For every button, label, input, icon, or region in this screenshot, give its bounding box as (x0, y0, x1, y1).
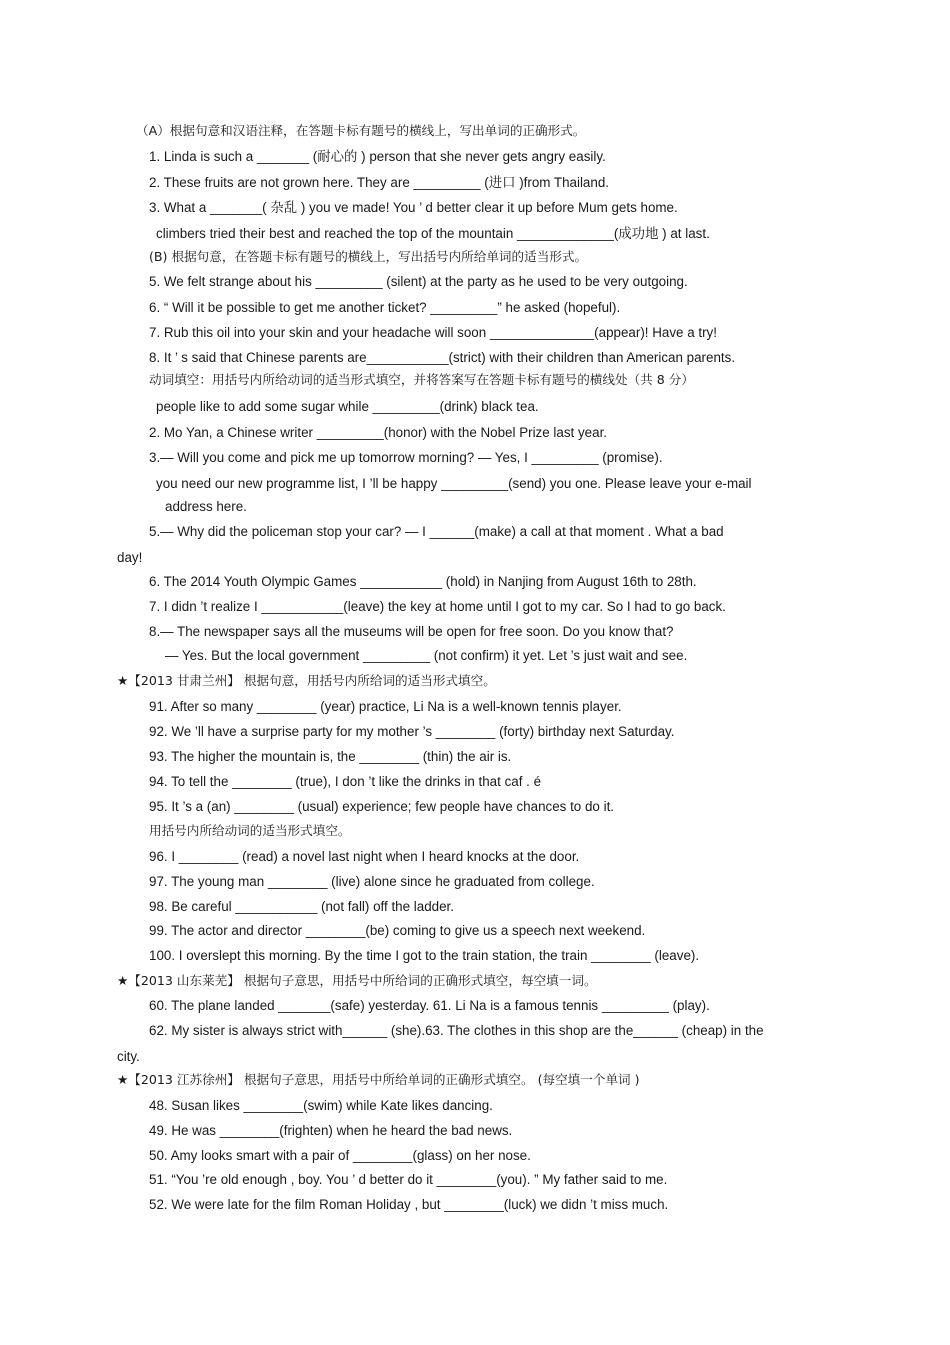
question-line: 6. “ Will it be possible to get me another ticket? _________” he asked (hopeful). (149, 300, 621, 315)
question-line: 95. It ’s a (an) ________ (usual) experience; few people have chances to do it. (149, 799, 615, 814)
question-line: 7. I didn ’t realize I ___________(leave) the key at home until I got to my car. So I had to go back. (149, 599, 726, 614)
xuzhou-2013-heading: ★【2013 江苏徐州】 根据句子意思，用括号中所给单词的正确形式填空。 (每空填一个单词 ) (117, 1072, 640, 1087)
question-line: 3. What a _______( 杂乱 ) you ve made! You ’ d better clear it up before Mum gets home. (149, 200, 678, 215)
question-line: 5. We felt strange about his _________ (silent) at the party as he used to be very outgoing. (149, 274, 688, 289)
question-line: you need our new programme list, I ’ll be happy _________(send) you one. Please leave your e-mail (156, 476, 752, 491)
question-line: 91. After so many ________ (year) practice, Li Na is a well-known tennis player. (149, 699, 622, 714)
question-line: 99. The actor and director ________(be) coming to give us a speech next weekend. (149, 923, 646, 938)
question-line-continued: city. (117, 1049, 140, 1064)
section-a-heading: （A）根据句意和汉语注释，在答题卡标有题号的横线上，写出单词的正确形式。 (136, 123, 586, 138)
question-line: 2. These fruits are not grown here. They are _________ (进口 )from Thailand. (149, 175, 609, 190)
question-line: 8. It ’ s said that Chinese parents are___________(strict) with their children than American parents. (149, 350, 736, 365)
question-line: 51. “You ’re old enough , boy. You ’ d better do it ________(you). ” My father said to me. (149, 1172, 668, 1187)
question-line: 92. We ’ll have a surprise party for my mother ’s ________ (forty) birthday next Saturday. (149, 724, 675, 739)
question-line: 5.— Why did the policeman stop your car? — I ______(make) a call at that moment . What a bad (149, 524, 724, 539)
question-line: 49. He was ________(frighten) when he heard the bad news. (149, 1123, 513, 1138)
question-line: 2. Mo Yan, a Chinese writer _________(honor) with the Nobel Prize last year. (149, 425, 608, 440)
question-line: climbers tried their best and reached the top of the mountain _____________(成功地 ) at last. (156, 226, 710, 241)
question-line-continued: address here. (165, 499, 247, 514)
verb-subsection-heading: 用括号内所给动词的适当形式填空。 (149, 823, 351, 838)
question-line: 93. The higher the mountain is, the ________ (thin) the air is. (149, 749, 512, 764)
question-line: 50. Amy looks smart with a pair of ________(glass) on her nose. (149, 1148, 531, 1163)
question-line: 97. The young man ________ (live) alone since he graduated from college. (149, 874, 595, 889)
question-line: 60. The plane landed _______(safe) yesterday. 61. Li Na is a famous tennis _________ (play). (149, 998, 710, 1013)
question-line: 7. Rub this oil into your skin and your headache will soon ______________(appear)! Have a try! (149, 325, 717, 340)
lanzhou-2013-heading: ★【2013 甘肃兰州】 根据句意，用括号内所给词的适当形式填空。 (117, 673, 496, 688)
laiwu-2013-heading: ★【2013 山东莱芜】 根据句子意思，用括号中所给词的正确形式填空，每空填一词。 (117, 973, 597, 988)
question-line: people like to add some sugar while _________(drink) black tea. (156, 399, 539, 414)
verb-section-heading: 动词填空：用括号内所给动词的适当形式填空，并将答案写在答题卡标有题号的横线处（共 8 分） (149, 372, 694, 387)
question-line: 100. I overslept this morning. By the time I got to the train station, the train ________ (leave). (149, 948, 700, 963)
question-line: 8.— The newspaper says all the museums will be open for free soon. Do you know that? (149, 624, 674, 639)
question-line: 98. Be careful ___________ (not fall) off the ladder. (149, 899, 454, 914)
question-line: 94. To tell the ________ (true), I don ’t like the drinks in that caf . é (149, 774, 542, 789)
section-b-heading: (B) 根据句意，在答题卡标有题号的横线上，写出括号内所给单词的适当形式。 (149, 249, 588, 264)
question-line-continued: day! (117, 550, 143, 565)
question-line: 3.— Will you come and pick me up tomorrow morning? — Yes, I _________ (promise). (149, 450, 663, 465)
question-line-continued: — Yes. But the local government _________ (not confirm) it yet. Let ’s just wait and see. (165, 648, 688, 663)
question-line: 62. My sister is always strict with______ (she).63. The clothes in this shop are the______ (cheap) in the (149, 1023, 764, 1038)
question-line: 52. We were late for the film Roman Holiday , but ________(luck) we didn ’t miss much. (149, 1197, 669, 1212)
question-line: 6. The 2014 Youth Olympic Games ___________ (hold) in Nanjing from August 16th to 28th. (149, 574, 697, 589)
question-line: 1. Linda is such a _______ (耐心的 ) person that she never gets angry easily. (149, 149, 606, 164)
question-line: 48. Susan likes ________(swim) while Kate likes dancing. (149, 1098, 493, 1113)
question-line: 96. I ________ (read) a novel last night when I heard knocks at the door. (149, 849, 580, 864)
